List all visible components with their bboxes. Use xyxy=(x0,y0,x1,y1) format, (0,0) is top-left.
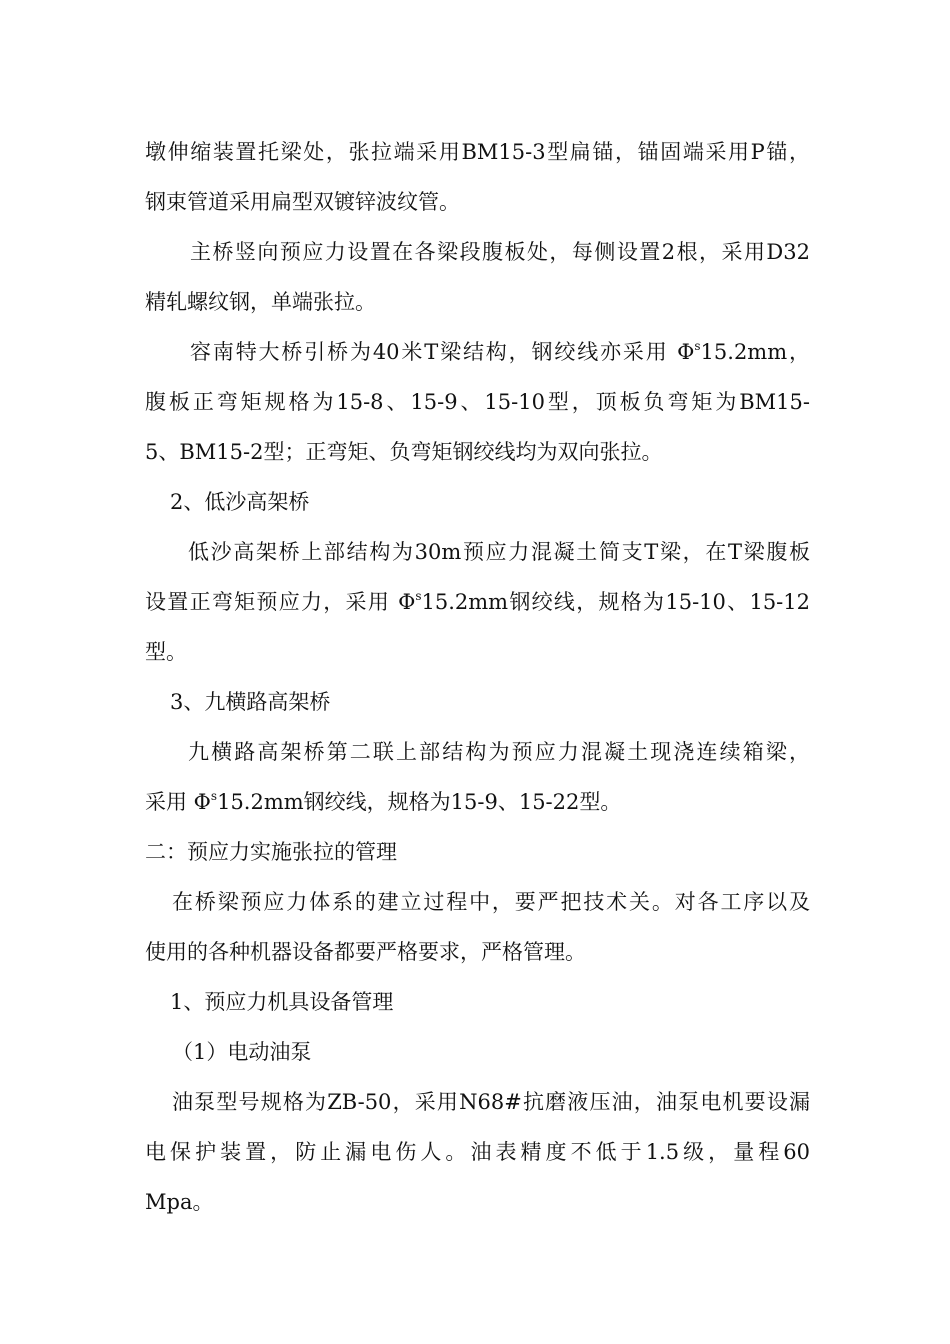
text-line: 使用的各种机器设备都要严格要求，严格管理。 xyxy=(145,940,586,964)
text-line: Mpa。 xyxy=(145,1190,214,1214)
paragraph-start-line: 低沙高架桥上部结构为30m预应力混凝土简支T梁，在T梁腹板 xyxy=(188,540,810,564)
superscript-s: s xyxy=(415,589,422,603)
superscript-s: s xyxy=(210,789,218,803)
superscript-s: s xyxy=(694,339,701,353)
text-line: 5、BM15-2型；正弯矩、负弯矩钢绞线均为双向张拉。 xyxy=(145,440,663,464)
text-segment: 容南特大桥引桥为40米T梁结构，钢绞线亦采用 Φ xyxy=(190,340,695,364)
section-heading: 2、低沙高架桥 xyxy=(170,490,310,514)
section-heading: 3、九横路高架桥 xyxy=(170,690,331,714)
paragraph-start-line xyxy=(190,332,810,372)
section-heading: 1、预应力机具设备管理 xyxy=(170,990,394,1014)
text-line: 腹板正弯矩规格为15-8、15-9、15-10型，顶板负弯矩为BM15- xyxy=(145,390,810,414)
paragraph-start-line: 在桥梁预应力体系的建立过程中，要严把技术关。对各工序以及 xyxy=(172,890,810,914)
paragraph-start-line: 九横路高架桥第二联上部结构为预应力混凝土现浇连续箱梁， xyxy=(188,740,810,764)
text-line: 精轧螺纹钢，单端张拉。 xyxy=(145,290,376,314)
text-segment: 15.2mm， xyxy=(700,340,810,364)
text-line: 电保护装置，防止漏电伤人。油表精度不低于1.5级，量程60 xyxy=(145,1140,810,1164)
text-line xyxy=(145,782,810,822)
text-line: 钢束管道采用扁型双镀锌波纹管。 xyxy=(145,190,460,214)
text-segment: 设置正弯矩预应力，采用 Φ xyxy=(145,590,416,614)
paragraph-start-line: 油泵型号规格为ZB-50，采用N68#抗磨液压油，油泵电机要设漏 xyxy=(172,1090,810,1114)
subsection-heading: （1）电动油泵 xyxy=(172,1040,312,1064)
text-segment: 15.2mm钢绞线，规格为15-9、15-22型。 xyxy=(217,790,622,814)
text-line: 型。 xyxy=(145,640,187,664)
text-segment: 15.2mm钢绞线，规格为15-10、15-12 xyxy=(421,590,810,614)
text-segment: 采用 Φ xyxy=(145,790,211,814)
text-line xyxy=(145,582,810,622)
paragraph-start-line: 主桥竖向预应力设置在各梁段腹板处，每侧设置2根，采用D32 xyxy=(190,240,810,264)
text-line: 墩伸缩装置托梁处，张拉端采用BM15-3型扁锚，锚固端采用P锚， xyxy=(145,140,810,164)
chapter-heading: 二：预应力实施张拉的管理 xyxy=(145,840,397,864)
